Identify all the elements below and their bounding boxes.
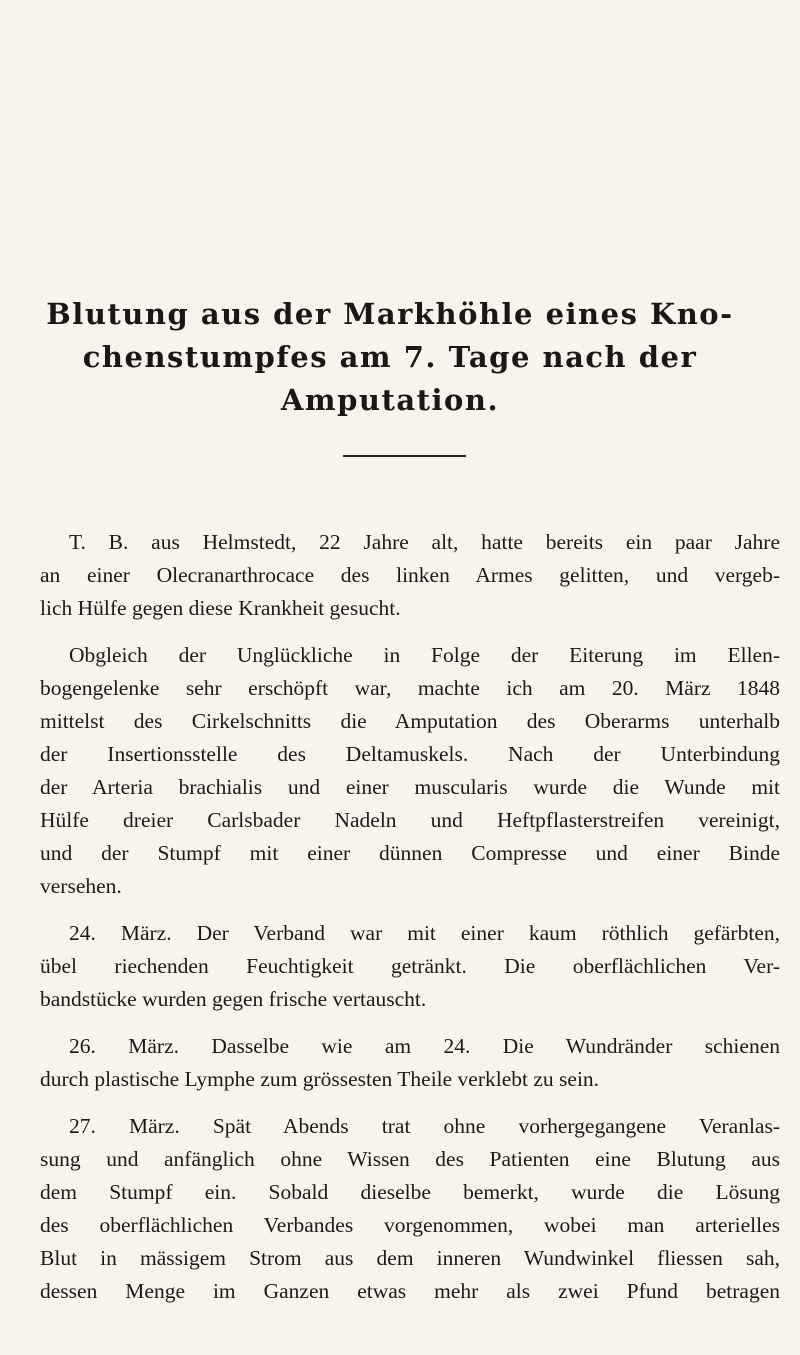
paragraph-march-27 <box>40 1110 780 1308</box>
paragraph-amputation <box>40 639 780 903</box>
title-line: chenstumpfes am 7. Tage nach der <box>82 340 698 374</box>
paragraph-patient-history <box>40 526 780 625</box>
chapter-title <box>40 293 740 422</box>
paragraph-march-24 <box>40 917 780 1016</box>
paragraph-march-26 <box>40 1030 780 1096</box>
text-line: 26. März. Dasselbe wie am 24. Die Wundränder schienen <box>69 1034 780 1058</box>
text-line: Blut in mässigem Strom aus dem inneren Wundwinkel fliessen sah, <box>40 1246 780 1270</box>
text-line: lich Hülfe gegen diese Krankheit gesucht. <box>40 596 401 620</box>
text-line: mittelst des Cirkelschnitts die Amputation des Oberarms unterhalb <box>40 709 780 733</box>
text-line: der Insertionsstelle des Deltamuskels. Nach der Unterbindung <box>40 742 780 766</box>
text-line: bandstücke wurden gegen frische vertauscht. <box>40 987 427 1011</box>
text-line: T. B. aus Helmstedt, 22 Jahre alt, hatte bereits ein paar Jahre <box>69 530 780 554</box>
text-line: der Arteria brachialis und einer muscularis wurde die Wunde mit <box>40 775 780 799</box>
title-line: Blutung aus der Markhöhle eines Kno- <box>46 297 734 331</box>
text-line: dessen Menge im Ganzen etwas mehr als zwei Pfund betragen <box>40 1279 780 1303</box>
text-line: dem Stumpf ein. Sobald dieselbe bemerkt, wurde die Lösung <box>40 1180 780 1204</box>
text-line: und der Stumpf mit einer dünnen Compresse und einer Binde <box>40 841 780 865</box>
text-line: sung und anfänglich ohne Wissen des Patienten eine Blutung aus <box>40 1147 780 1171</box>
text-line: des oberflächlichen Verbandes vorgenommen, wobei man arterielles <box>40 1213 780 1237</box>
text-line: an einer Olecranarthrocace des linken Armes gelitten, und vergeb- <box>40 563 780 587</box>
body-text <box>40 526 780 1322</box>
text-line: Hülfe dreier Carlsbader Nadeln und Heftpflasterstreifen vereinigt, <box>40 808 780 832</box>
text-line: 27. März. Spät Abends trat ohne vorhergegangene Veranlas- <box>69 1114 780 1138</box>
title-line: Amputation. <box>280 383 500 417</box>
text-line: Obgleich der Unglückliche in Folge der Eiterung im Ellen- <box>69 643 780 667</box>
text-line: übel riechenden Feuchtigkeit getränkt. Die oberflächlichen Ver- <box>40 954 780 978</box>
text-line: durch plastische Lymphe zum grössesten Theile verklebt zu sein. <box>40 1067 600 1091</box>
text-line: versehen. <box>40 874 122 898</box>
text-line: bogengelenke sehr erschöpft war, machte ich am 20. März 1848 <box>40 676 780 700</box>
title-separator-rule <box>343 455 466 457</box>
text-line: 24. März. Der Verband war mit einer kaum röthlich gefärbten, <box>69 921 780 945</box>
